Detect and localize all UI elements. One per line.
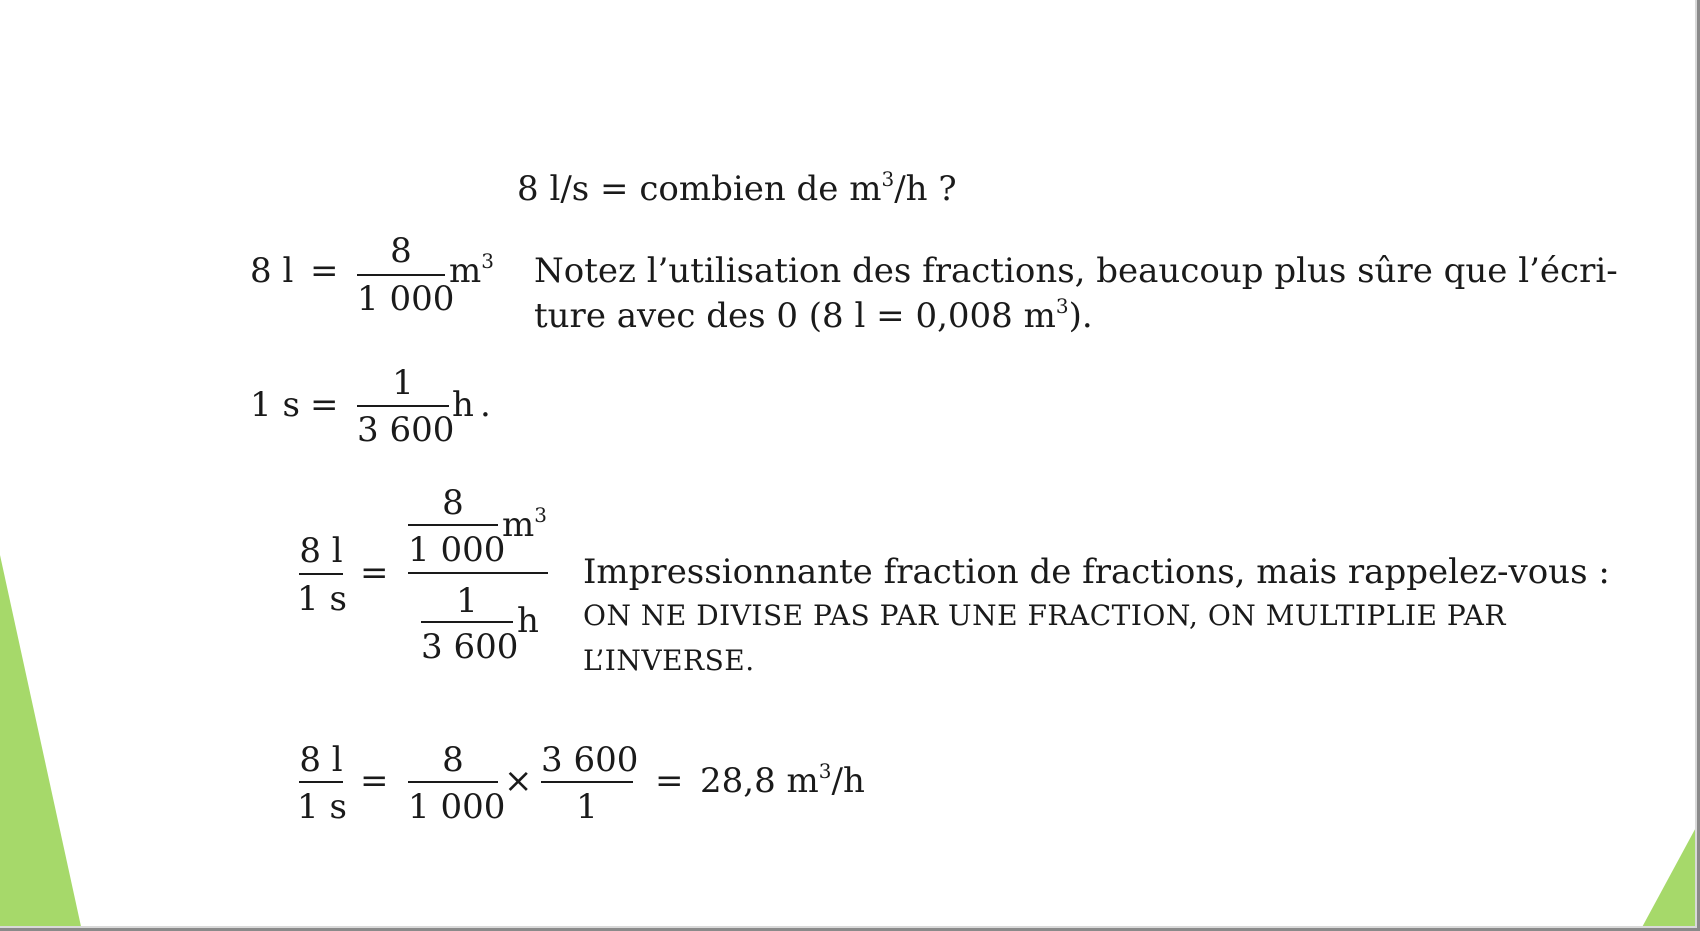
eq1-fraction-bar (357, 274, 445, 276)
eq1-note-main: ture avec des 0 (8 l = 0,008 m (534, 296, 1056, 336)
eq2-denominator: 3 600 (357, 410, 455, 450)
eq4-f1-denominator: 1 000 (408, 787, 506, 827)
eq3-top-denominator: 1 000 (408, 530, 506, 570)
eq4-f2-bar (541, 781, 633, 783)
eq4-times: × (504, 761, 533, 801)
eq4-lhs-denominator: 1 s (297, 787, 347, 827)
eq1-note-line-2 (534, 294, 1093, 336)
question-sup: 3 (881, 167, 895, 191)
eq1-unit-base: m (449, 251, 482, 291)
eq3-top-unit-sup: 3 (534, 503, 547, 527)
eq3-top-unit-base: m (502, 505, 535, 545)
question-tail: /h ? (894, 169, 957, 209)
eq4-result-base: 28,8 m (700, 761, 819, 801)
eq2-equals: = (310, 385, 339, 425)
eq1-numerator: 8 (390, 231, 412, 271)
eq2-numerator: 1 (392, 363, 414, 403)
eq4-f2-numerator: 3 600 (541, 740, 639, 780)
eq4-f1-numerator: 8 (442, 740, 464, 780)
eq2-period: . (480, 385, 491, 425)
eq2-fraction-bar (357, 405, 449, 407)
eq3-bottom-denominator: 3 600 (421, 627, 519, 667)
eq1-note-line-1: Notez l’utilisation des fractions, beaucoup plus sûre que l’écri- (534, 251, 1618, 291)
eq3-top-numerator: 8 (442, 483, 464, 523)
eq1-denominator: 1 000 (357, 279, 455, 319)
eq2-unit: h (452, 385, 474, 425)
eq4-result-tail: /h (831, 761, 865, 801)
eq4-f1-bar (408, 781, 498, 783)
eq1-note-tail: ). (1068, 296, 1093, 336)
question-text: 8 l/s = combien de m (517, 169, 882, 209)
eq3-bottom-bar (421, 621, 513, 623)
eq3-main-bar (408, 572, 548, 574)
eq4-equals-2: = (655, 761, 684, 801)
eq4-result-sup: 3 (818, 759, 832, 783)
eq1-lhs: 8 l (250, 251, 294, 291)
eq4-f2-denominator: 1 (576, 787, 598, 827)
eq3-note-line-2: ON NE DIVISE PAS PAR UNE FRACTION, ON MULTIPLIE PAR (583, 599, 1506, 632)
question-line (517, 167, 957, 209)
eq3-bottom-unit: h (517, 601, 539, 641)
eq2-lhs: 1 s (250, 385, 300, 425)
eq1-unit (449, 249, 494, 291)
eq3-lhs-numerator: 8 l (299, 531, 343, 571)
eq4-result (700, 759, 865, 801)
eq1-note-sup: 3 (1055, 294, 1069, 318)
eq4-lhs-numerator: 8 l (299, 740, 343, 780)
eq3-lhs-bar (299, 573, 343, 575)
eq3-top-unit (502, 503, 547, 545)
eq4-lhs-bar (299, 781, 343, 783)
eq3-bottom-numerator: 1 (456, 581, 478, 621)
eq3-equals: = (360, 553, 389, 593)
eq3-note-line-3: L’INVERSE. (583, 644, 755, 677)
eq4-equals: = (360, 761, 389, 801)
eq3-note-line-1: Impressionnante fraction de fractions, mais rappelez-vous : (583, 552, 1610, 592)
eq1-equals: = (310, 251, 339, 291)
eq3-top-bar (408, 524, 498, 526)
eq3-lhs-denominator: 1 s (297, 579, 347, 619)
eq1-unit-sup: 3 (481, 249, 494, 273)
